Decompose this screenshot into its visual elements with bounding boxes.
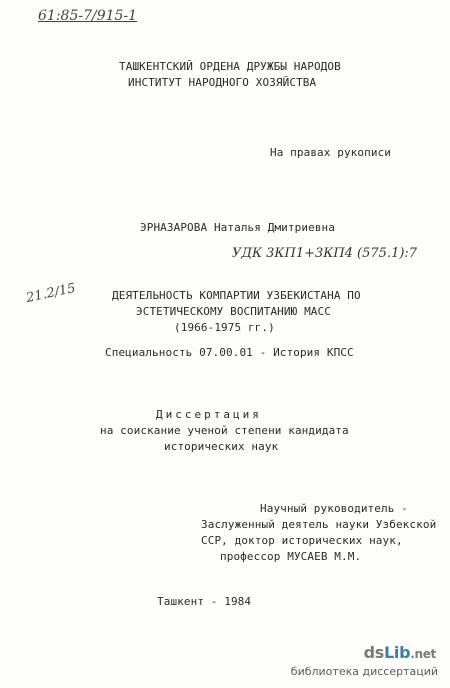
supervisor-degree: ССР, доктор исторических наук, bbox=[201, 534, 403, 547]
degree-line: на соискание ученой степени кандидата bbox=[100, 424, 349, 437]
dslib-logo bbox=[364, 643, 436, 662]
logo-lib: Lib bbox=[383, 643, 411, 662]
supervisor-title: Заслуженный деятель науки Узбекской bbox=[201, 518, 437, 531]
science-field: исторических наук bbox=[164, 440, 279, 453]
title-years: (1966-1975 гг.) bbox=[174, 321, 275, 334]
manuscript-rights: На правах рукописи bbox=[270, 146, 392, 159]
logo-subtitle: библиотека диссертаций bbox=[290, 665, 438, 678]
title-line-2: ЭСТЕТИЧЕСКОМУ ВОСПИТАНИЮ МАСС bbox=[136, 305, 331, 318]
logo-net: .net bbox=[410, 647, 436, 661]
institution-line-2: ИНСТИТУТ НАРОДНОГО ХОЗЯЙСТВА bbox=[128, 76, 317, 89]
logo-ds: ds bbox=[363, 643, 384, 662]
author-name: ЭРНАЗАРОВА Наталья Дмитриевна bbox=[140, 221, 335, 234]
title-line-1: ДЕЯТЕЛЬНОСТЬ КОМПАРТИИ УЗБЕКИСТАНА ПО bbox=[112, 289, 361, 302]
dissertation-heading: Диссертация bbox=[156, 408, 262, 421]
archive-reference-handwritten: 61:85-7/915-1 bbox=[38, 8, 138, 24]
udk-code-handwritten: УДК 3КП1+3КП4 (575.1):7 bbox=[232, 246, 418, 261]
specialty: Специальность 07.00.01 - История КПСС bbox=[105, 346, 354, 359]
margin-handwritten-note: 21.2/15 bbox=[24, 280, 77, 307]
institution-line-1: ТАШКЕНТСКИЙ ОРДЕНА ДРУЖБЫ НАРОДОВ bbox=[119, 60, 341, 73]
supervisor-name: профессор МУСАЕВ М.М. bbox=[220, 550, 362, 563]
supervisor-label: Научный руководитель - bbox=[260, 502, 408, 515]
place-and-year: Ташкент - 1984 bbox=[157, 595, 252, 608]
